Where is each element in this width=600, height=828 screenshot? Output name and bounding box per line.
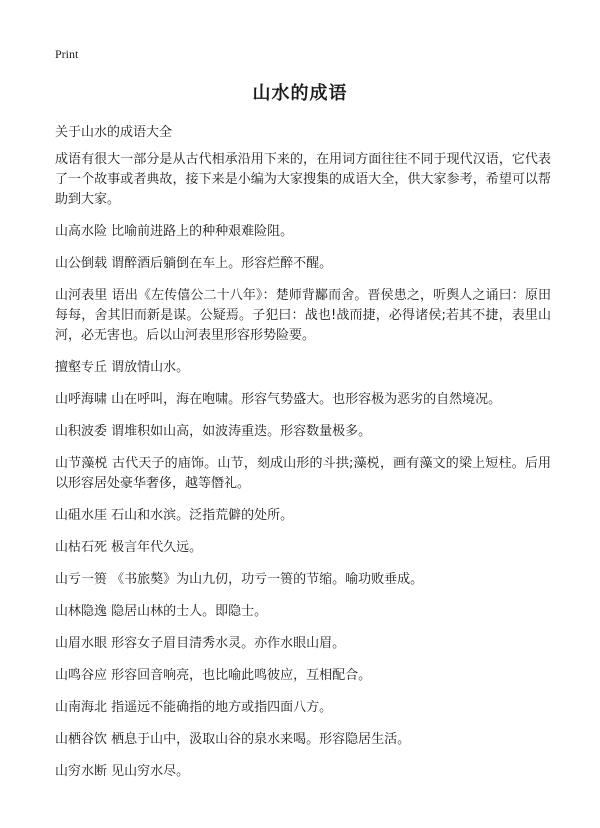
idiom-entry: 山枯石死 极言年代久远。 [55,540,203,555]
idiom-entry: 山积波委 谓堆积如山高，如波涛重迭。形容数量极多。 [55,424,372,439]
idiom-entry: 山河表里 语出《左传僖公二十八年》：楚师背酅而舍。晋侯患之，听舆人之诵曰：原田每每，舍其旧而新是谋。公疑焉。子犯曰：战也!战而捷，必得诸侯;若其不捷，表里山河，必无害也。后以山河表里形容形势险要。 [55,288,551,343]
print-link[interactable]: Print [55,47,79,61]
idiom-entry: 山砠水厓 石山和水滨。泛指荒僻的处所。 [55,508,294,523]
idiom-entry: 山高水险 比喻前进路上的种种艰难险阻。 [55,224,294,239]
idiom-entry: 山呼海啸 山在呼叫，海在咆啸。形容气势盛大。也形容极为恶劣的自然境况。 [55,392,502,407]
idiom-entry: 山眉水眼 形容女子眉目清秀水灵。亦作水眼山眉。 [55,636,346,651]
idiom-entry: 山鸣谷应 形容回音响亮，也比喻此鸣彼应，互相配合。 [55,668,372,683]
idiom-entry: 山公倒载 谓醉酒后躺倒在车上。形容烂醉不醒。 [55,256,333,271]
idiom-entry: 山亏一篑 《书旅獒》为山九仞，功亏一篑的节缩。喻功败垂成。 [55,572,424,587]
idiom-entry: 擅壑专丘 谓放情山水。 [55,360,190,375]
article-body [55,150,551,794]
page-subtitle: 关于山水的成语大全 [55,125,173,140]
page-title: 山水的成语 [252,83,348,104]
idiom-entry: 山栖谷饮 栖息于山中，汲取山谷的泉水来喝。形容隐居生活。 [55,732,411,747]
idiom-entry: 山林隐逸 隐居山林的士人。即隐士。 [55,604,268,619]
intro-paragraph: 成语有很大一部分是从古代相承沿用下来的，在用词方面往往不同于现代汉语，它代表了一个故事或者典故，接下来是小编为大家搜集的成语大全，供大家参考，希望可以帮助到大家。 [55,152,551,207]
idiom-entry: 山南海北 指遥远不能确指的地方或指四面八方。 [55,700,333,715]
idiom-entry: 山节藻棁 古代天子的庙饰。山节，刻成山形的斗拱;藻棁，画有藻文的梁上短柱。后用以形容居处豪华奢侈，越等僭礼。 [55,456,551,491]
idiom-entry: 山穷水断 见山穷水尽。 [55,764,190,779]
